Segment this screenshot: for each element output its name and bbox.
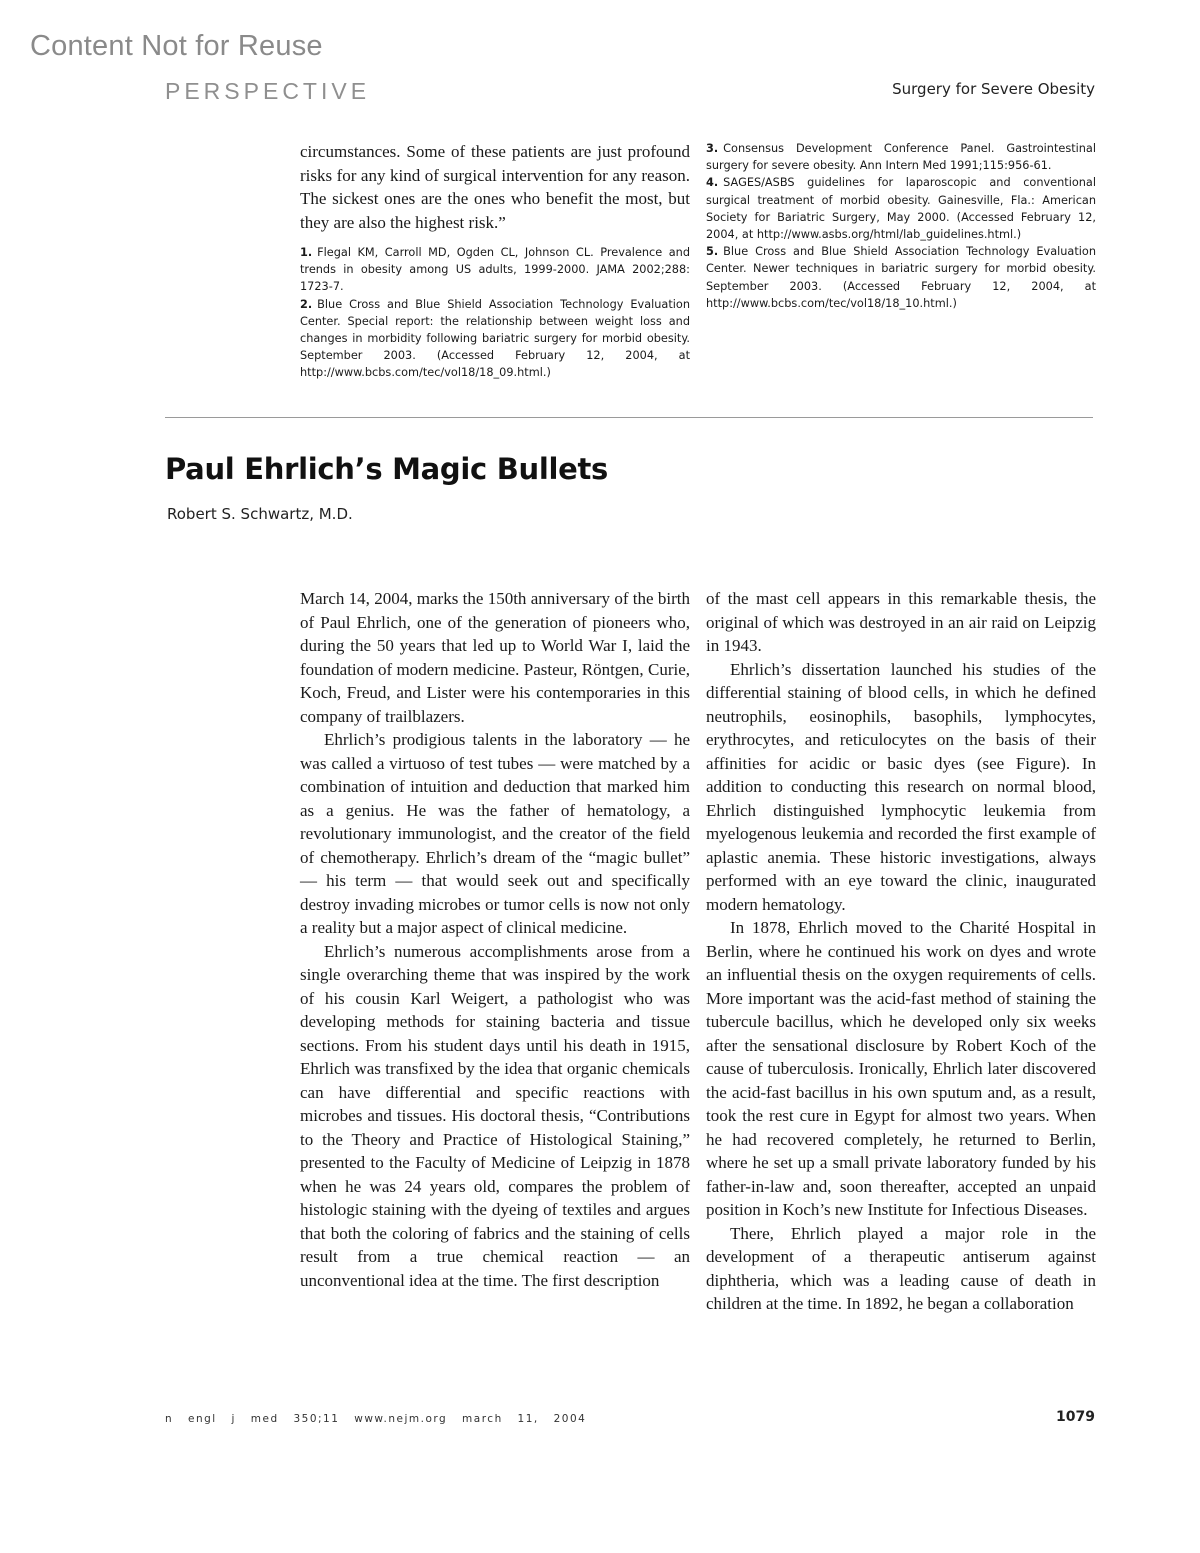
reference-number: 5. <box>706 245 719 259</box>
body-paragraph: Ehrlich’s dissertation launched his studies of the differential staining of blood cells, in which he defined neutrophils, eosinophils, basophils, lymphocytes, erythrocytes, and reticulocytes on the basis of their affinities for acidic or basic dyes (see Figure). In addition to conducting this research on normal blood, Ehrlich distinguished lymphocytic leukemia from myelogenous leukemia and recorded the first example of aplastic anemia. These historic investigations, always performed with an eye toward the clinic, inaugurated modern hematology. <box>706 659 1096 914</box>
article-body-left-column <box>300 587 690 1292</box>
watermark: Content Not for Reuse <box>30 30 323 62</box>
prior-article-left-column <box>300 140 690 382</box>
article-author: Robert S. Schwartz, M.D. <box>167 505 353 523</box>
journal-citation: n engl j med 350;11 www.nejm.org march 11, 2004 <box>165 1413 587 1425</box>
article-title: Paul Ehrlich’s Magic Bullets <box>165 452 609 486</box>
reference-item <box>300 244 690 296</box>
reference-item <box>706 140 1096 174</box>
body-paragraph: Ehrlich’s prodigious talents in the laboratory — he was called a virtuoso of test tubes — were matched by a combination of intuition and deduction that marked him as a genius. He was the father of hematology, a revolutionary immunologist, and the creator of the field of chemotherapy. Ehrlich’s dream of the “magic bullet” — his term — that would seek out and specifically destroy invading microbes or tumor cells is now not only a reality but a major aspect of clinical medicine. <box>300 730 690 937</box>
body-paragraph: March 14, 2004, marks the 150th anniversary of the birth of Paul Ehrlich, one of the generation of pioneers who, during the 50 years that led up to World War I, laid the foundation of modern medicine. Pasteur, Röntgen, Curie, Koch, Freud, and Lister were his contemporaries in this company of trailblazers. <box>300 589 690 726</box>
body-paragraph: Ehrlich’s numerous accomplishments arose from a single overarching theme that was inspired by the work of his cousin Karl Weigert, a pathologist who was developing methods for staining bacteria and tissue sections. From his student days until his death in 1915, Ehrlich was transfixed by the idea that organic chemicals can have differential and specific reactions with microbes and tissues. His doctoral thesis, “Contributions to the Theory and Practice of Histological Staining,” presented to the Faculty of Medicine of Leipzig in 1878 when he was 24 years old, compares the problem of histologic staining with the dyeing of textiles and argues that both the coloring of fabrics and the staining of cells result from a true chemical reaction — an unconventional idea at the time. The first description <box>300 941 690 1290</box>
body-paragraph: In 1878, Ehrlich moved to the Charité Hospital in Berlin, where he continued his work on dyes and wrote an influential thesis on the oxygen requirements of cells. More important was the acid-fast method of staining the tubercule bacillus, which he developed only six weeks after the sensational disclosure by Robert Koch of the cause of tuberculosis. Ironically, Ehrlich later discovered the acid-fast bacillus in his own sputum and, as a result, took the rest cure in Egypt for almost two years. When he had recovered completely, he returned to Berlin, where he set up a small private laboratory funded by his father-in-law and, soon thereafter, accepted an unpaid position in Koch’s new Institute for Infectious Diseases. <box>706 918 1096 1219</box>
reference-text: Consensus Development Conference Panel. Gastrointestinal surgery for severe obesity. Ann Intern Med 1991;115:956-61. <box>706 142 1096 173</box>
reference-item <box>706 174 1096 243</box>
reference-text: Blue Cross and Blue Shield Association Technology Evaluation Center. Newer techniques in bariatric surgery for morbid obesity. September 2003. (Accessed February 12, 2004, at http://www.bcbs.com/tec/vol18/18_10.html.) <box>706 245 1096 310</box>
reference-text: Flegal KM, Carroll MD, Ogden CL, Johnson CL. Prevalence and trends in obesity among US adults, 1999-2000. JAMA 2002;288: 1723-7. <box>300 246 690 294</box>
page-number: 1079 <box>1056 1409 1095 1425</box>
reference-number: 3. <box>706 142 719 155</box>
reference-number: 2. <box>300 297 313 311</box>
reference-number: 4. <box>706 176 719 190</box>
running-head: Surgery for Severe Obesity <box>892 80 1095 98</box>
prior-article-right-column <box>706 140 1096 312</box>
body-paragraph: There, Ehrlich played a major role in the development of a therapeutic antiserum against diphtheria, which was a leading cause of death in children at the time. In 1892, he began a collaboration <box>706 1223 1096 1313</box>
section-divider <box>165 417 1093 418</box>
reference-text: SAGES/ASBS guidelines for laparoscopic and conventional surgical treatment of morbid obesity. Gainesville, Fla.: American Society for Bariatric Surgery, May 2000. (Accessed February 12, 2004, at http://www.asbs.org/html/lab_guidelines.html.) <box>706 176 1096 242</box>
reference-text: Blue Cross and Blue Shield Association Technology Evaluation Center. Special report: the relationship between weight loss and changes in morbidity following bariatric surgery for morbid obesity. September 2003. (Accessed February 12, 2004, at http://www.bcbs.com/tec/vol18/18_09.html.) <box>300 297 690 380</box>
section-label: PERSPECTIVE <box>165 78 371 104</box>
reference-item <box>300 296 690 382</box>
reference-item <box>706 243 1096 312</box>
reference-number: 1. <box>300 246 313 259</box>
quote-text: circumstances. Some of these patients are just profound risks for any kind of surgical intervention for any reason. The sickest ones are the ones who benefit the most, but they are also the highest risk.” <box>300 142 690 232</box>
body-paragraph: of the mast cell appears in this remarkable thesis, the original of which was destroyed in an air raid on Leipzig in 1943. <box>706 589 1096 655</box>
article-body-right-column <box>706 587 1096 1316</box>
